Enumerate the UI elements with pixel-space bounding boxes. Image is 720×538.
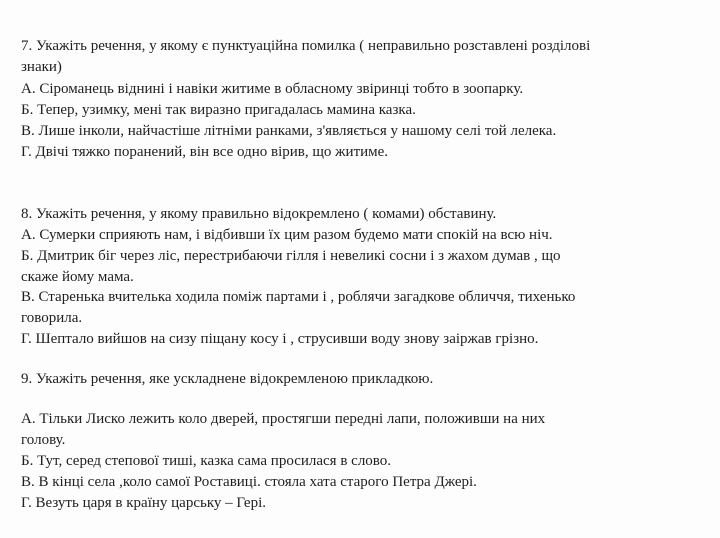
q7-option-h: Г. Двічі тяжко поранений, він все одно вірив, що житиме.	[21, 144, 389, 160]
q8-prompt: 8. Укажіть речення, у якому правильно відокремлено ( комами) обставину.	[21, 206, 497, 222]
q8-option-b-line-1: Б. Дмитрик біг через ліс, перестрибаючи гілля і невеликі сосни і з жахом думав , що	[21, 248, 561, 264]
q8-option-a: А. Сумерки сприяють нам, і відбивши їх цим разом будемо мати спокій на всю ніч.	[21, 227, 553, 243]
q8-option-v-line-2: говорила.	[21, 310, 83, 326]
q9-prompt: 9. Укажіть речення, яке ускладнене відокремленою прикладкою.	[21, 371, 434, 387]
q9-option-a-line-2: голову.	[21, 432, 66, 448]
q9-option-a-line-1: А. Тільки Лиско лежить коло дверей, простягши передні лапи, положивши на них	[21, 411, 546, 427]
q7-prompt-line-2: знаки)	[21, 59, 62, 75]
q8-option-b-line-2: скаже йому мама.	[21, 269, 134, 285]
q9-option-h: Г. Везуть царя в країну царську – Гері.	[21, 495, 267, 511]
q7-option-a: А. Сіроманець віднині і навіки житиме в обласному звіринці тобто в зоопарку.	[21, 81, 524, 97]
q8-option-v-line-1: В. Старенька вчителька ходила поміж партами і , роблячи загадкове обличчя, тихенько	[21, 289, 576, 305]
q9-option-b: Б. Тут, серед степової тиші, казка сама просилася в слово.	[21, 453, 392, 469]
q7-prompt-line-1: 7. Укажіть речення, у якому є пунктуаційна помилка ( неправильно розставлені розділові	[21, 38, 591, 54]
q9-option-v: В. В кінці села ,коло самої Роставиці. стояла хата старого Петра Джері.	[21, 474, 477, 490]
q7-option-v: В. Лише інколи, найчастіше літніми ранками, з'являється у нашому селі той лелека.	[21, 123, 557, 139]
q7-option-b: Б. Тепер, узимку, мені так виразно пригадалась мамина казка.	[21, 102, 416, 118]
q8-option-h: Г. Шептало вийшов на сизу піщану косу і , струсивши воду знову заіржав грізно.	[21, 331, 539, 347]
